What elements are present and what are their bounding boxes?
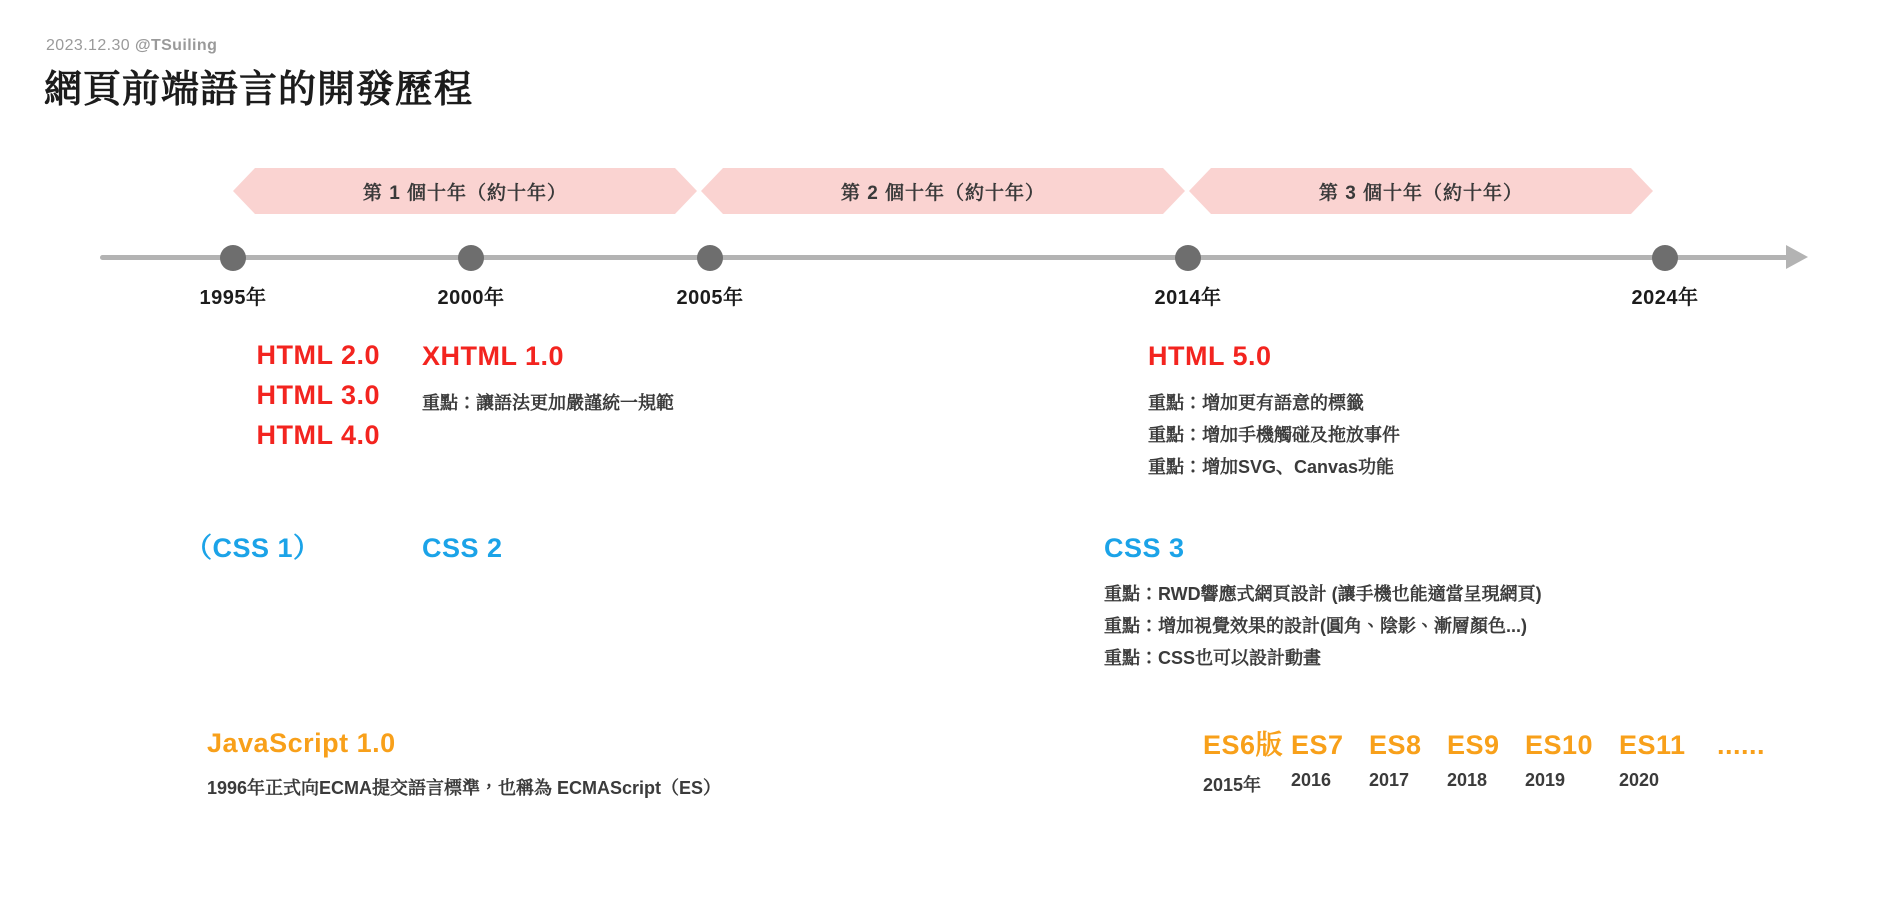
es-year-es9: 2018 (1447, 770, 1488, 790)
es-year-es8: 2017 (1369, 770, 1410, 790)
javascript-note-1: 1996年正式向ECMA提交語言標準，也稱為 ECMAScript（ES） (207, 777, 722, 798)
es-name-more: ...... (1717, 730, 1766, 760)
es-item-es10 (1525, 730, 1619, 791)
timeline-dot-2000 (458, 245, 484, 271)
html-version-2: HTML 2.0 (256, 340, 380, 370)
timeline-dot-2014 (1175, 245, 1201, 271)
es-name-es10: ES10 (1525, 730, 1594, 760)
html-version-4: HTML 4.0 (256, 419, 380, 450)
css1-1995-group (185, 528, 321, 569)
es-item-es6 (1203, 723, 1291, 797)
xhtml-2000-group (422, 336, 674, 419)
timeline-year-2024: 2024年 (1631, 287, 1699, 309)
css2-title: CSS 2 (422, 533, 503, 563)
timeline-year-1995: 1995年 (199, 287, 267, 309)
timeline-axis (100, 255, 1790, 260)
es-item-es8 (1369, 730, 1447, 791)
timeline-dot-1995 (220, 245, 246, 271)
css1-title: （CSS 1） (185, 533, 321, 563)
timeline-dot-2005 (697, 245, 723, 271)
css3-note-2: 重點：增加視覺效果的設計(圓角、陰影、漸層顏色...) (1104, 615, 1527, 636)
css3-2014-group (1104, 528, 1542, 674)
es-year-es11: 2020 (1619, 770, 1660, 790)
css3-title: CSS 3 (1104, 533, 1185, 563)
xhtml-note-1: 重點：讓語法更加嚴謹統一規範 (422, 392, 674, 413)
es-year-es6: 2015年 (1203, 775, 1262, 795)
es-item-es7 (1291, 730, 1369, 791)
byline-handle: @TSuiling (134, 37, 218, 54)
es-name-es9: ES9 (1447, 730, 1500, 760)
es-name-es8: ES8 (1369, 730, 1422, 760)
html5-note-1: 重點：增加更有語意的標籤 (1148, 392, 1364, 413)
javascript-title: JavaScript 1.0 (207, 728, 396, 758)
es-name-es7: ES7 (1291, 730, 1344, 760)
html5-note-2: 重點：增加手機觸碰及拖放事件 (1148, 424, 1400, 445)
es-item-es11 (1619, 730, 1717, 791)
timeline-arrow-icon (1786, 245, 1808, 269)
decade-band-2-label: 第 2 個十年（約十年） (840, 182, 1046, 204)
es-year-es10: 2019 (1525, 770, 1566, 790)
html5-title: HTML 5.0 (1148, 341, 1272, 371)
decade-band-3 (1211, 168, 1631, 214)
es-year-es7: 2016 (1291, 770, 1332, 790)
decade-band-1 (255, 168, 675, 214)
javascript-2000-group (207, 723, 721, 804)
css3-note-1: 重點：RWD響應式網頁設計 (讓手機也能適當呈現網頁) (1104, 583, 1542, 604)
timeline-dot-2024 (1652, 245, 1678, 271)
es-item-es9 (1447, 730, 1525, 791)
css2-2000-group (422, 528, 503, 569)
timeline-year-2005: 2005年 (676, 287, 744, 309)
es-name-es11: ES11 (1619, 730, 1686, 760)
css3-note-3: 重點：CSS也可以設計動畫 (1104, 647, 1322, 668)
decade-band-2 (723, 168, 1163, 214)
xhtml-title: XHTML 1.0 (422, 341, 565, 371)
decade-band-3-label: 第 3 個十年（約十年） (1318, 182, 1524, 204)
html5-note-3: 重點：增加SVG、Canvas功能 (1148, 456, 1395, 477)
html5-2014-group (1148, 336, 1400, 483)
es-name-es6: ES6版 (1203, 730, 1284, 760)
byline (46, 37, 217, 55)
byline-date: 2023.12.30 (46, 37, 131, 54)
timeline-year-2000: 2000年 (437, 287, 505, 309)
es-item-more (1717, 730, 1807, 770)
html-1995-group (80, 336, 380, 456)
html-version-3: HTML 3.0 (256, 379, 380, 410)
decade-band-1-label: 第 1 個十年（約十年） (362, 182, 568, 204)
timeline-year-2014: 2014年 (1154, 287, 1222, 309)
page-title: 網頁前端語言的開發歷程 (44, 69, 474, 111)
es-versions-group (1203, 723, 1807, 797)
